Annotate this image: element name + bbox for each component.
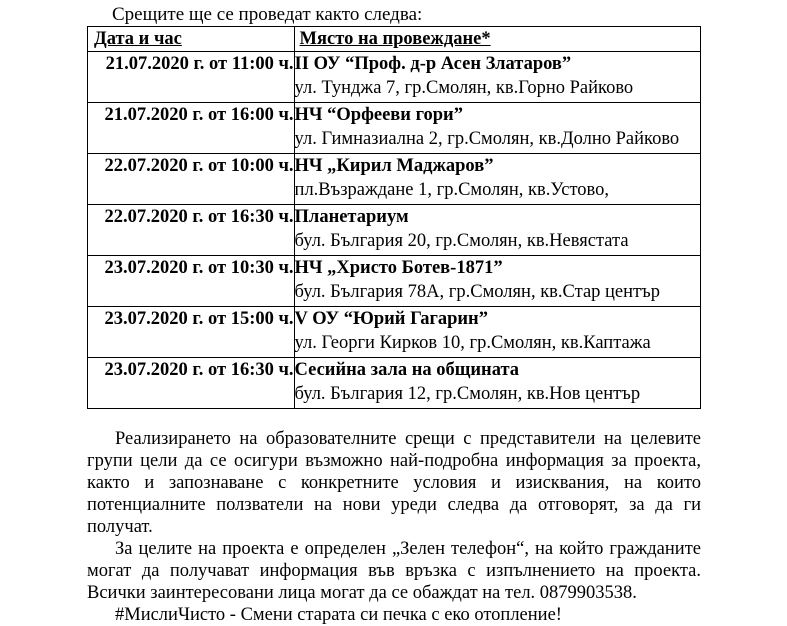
row-place-cell	[294, 358, 700, 409]
row-place-address: ул. Гимназиална 2, гр.Смолян, кв.Долно Райково	[294, 129, 680, 149]
row-place-name: Сесийна зала на общината	[294, 360, 520, 380]
row-place-name: II ОУ “Проф. д-р Асен Златаров”	[294, 54, 572, 74]
row-place-address: бул. България 20, гр.Смолян, кв.Невястата	[294, 231, 629, 251]
paragraph-meetings: Реализирането на образователните срещи с представители на целевите групи цели да се осигури възможно най-подробна информация за проекта, както и запознаване с конкретните условия и изисквания, на които потенциалните ползватели на нови уреди следва да отговорят, за да ги получат.	[87, 429, 701, 537]
row-place-address: бул. България 12, гр.Смолян, кв.Нов център	[294, 384, 641, 404]
table-row	[88, 103, 701, 154]
paragraph-hashtag: #МислиЧисто - Смени старата си печка с еко отопление!	[115, 605, 562, 625]
table-row	[88, 52, 701, 103]
row-place-name: V ОУ “Юрий Гагарин”	[294, 309, 488, 329]
row-datetime: 23.07.2020 г. от 16:30 ч.	[88, 358, 295, 409]
row-place-address: пл.Възраждане 1, гр.Смолян, кв.Устово,	[294, 180, 610, 200]
table-row	[88, 256, 701, 307]
row-datetime: 23.07.2020 г. от 15:00 ч.	[88, 307, 295, 358]
table-row	[88, 358, 701, 409]
header-date: Дата и час	[88, 27, 295, 52]
row-datetime: 21.07.2020 г. от 16:00 ч.	[88, 103, 295, 154]
body-text	[87, 428, 701, 626]
row-place-address: ул. Тунджа 7, гр.Смолян, кв.Горно Райково	[294, 78, 634, 98]
table-row	[88, 205, 701, 256]
intro-text: Срещите ще се проведат както следва:	[112, 4, 423, 25]
row-place-cell	[294, 205, 700, 256]
row-datetime: 22.07.2020 г. от 10:00 ч.	[88, 154, 295, 205]
row-place-name: НЧ „Кирил Маджаров”	[294, 156, 494, 176]
table-header-row	[88, 27, 701, 52]
paragraph-green-phone: За целите на проекта е определен „Зелен телефон“, на който гражданите могат да получават информация във връзка с изпълнението на проекта. Всички заинтересовани лица могат да се обаждат на тел. 0879903538.	[87, 539, 701, 603]
row-place-name: НЧ „Христо Ботев-1871”	[294, 258, 503, 278]
table-row	[88, 307, 701, 358]
row-datetime: 22.07.2020 г. от 16:30 ч.	[88, 205, 295, 256]
row-place-name: НЧ “Орфееви гори”	[294, 105, 463, 125]
header-place: Място на провеждане*	[294, 27, 700, 52]
row-place-address: бул. България 78А, гр.Смолян, кв.Стар център	[294, 282, 660, 302]
row-datetime: 21.07.2020 г. от 11:00 ч.	[88, 52, 295, 103]
row-place-cell	[294, 307, 700, 358]
row-place-cell	[294, 103, 700, 154]
row-place-cell	[294, 256, 700, 307]
row-place-name: Планетариум	[294, 207, 409, 227]
row-datetime: 23.07.2020 г. от 10:30 ч.	[88, 256, 295, 307]
row-place-cell	[294, 154, 700, 205]
row-place-address: ул. Георги Кирков 10, гр.Смолян, кв.Каптажа	[294, 333, 651, 353]
schedule-table	[87, 26, 701, 409]
row-place-cell	[294, 52, 700, 103]
table-row	[88, 154, 701, 205]
